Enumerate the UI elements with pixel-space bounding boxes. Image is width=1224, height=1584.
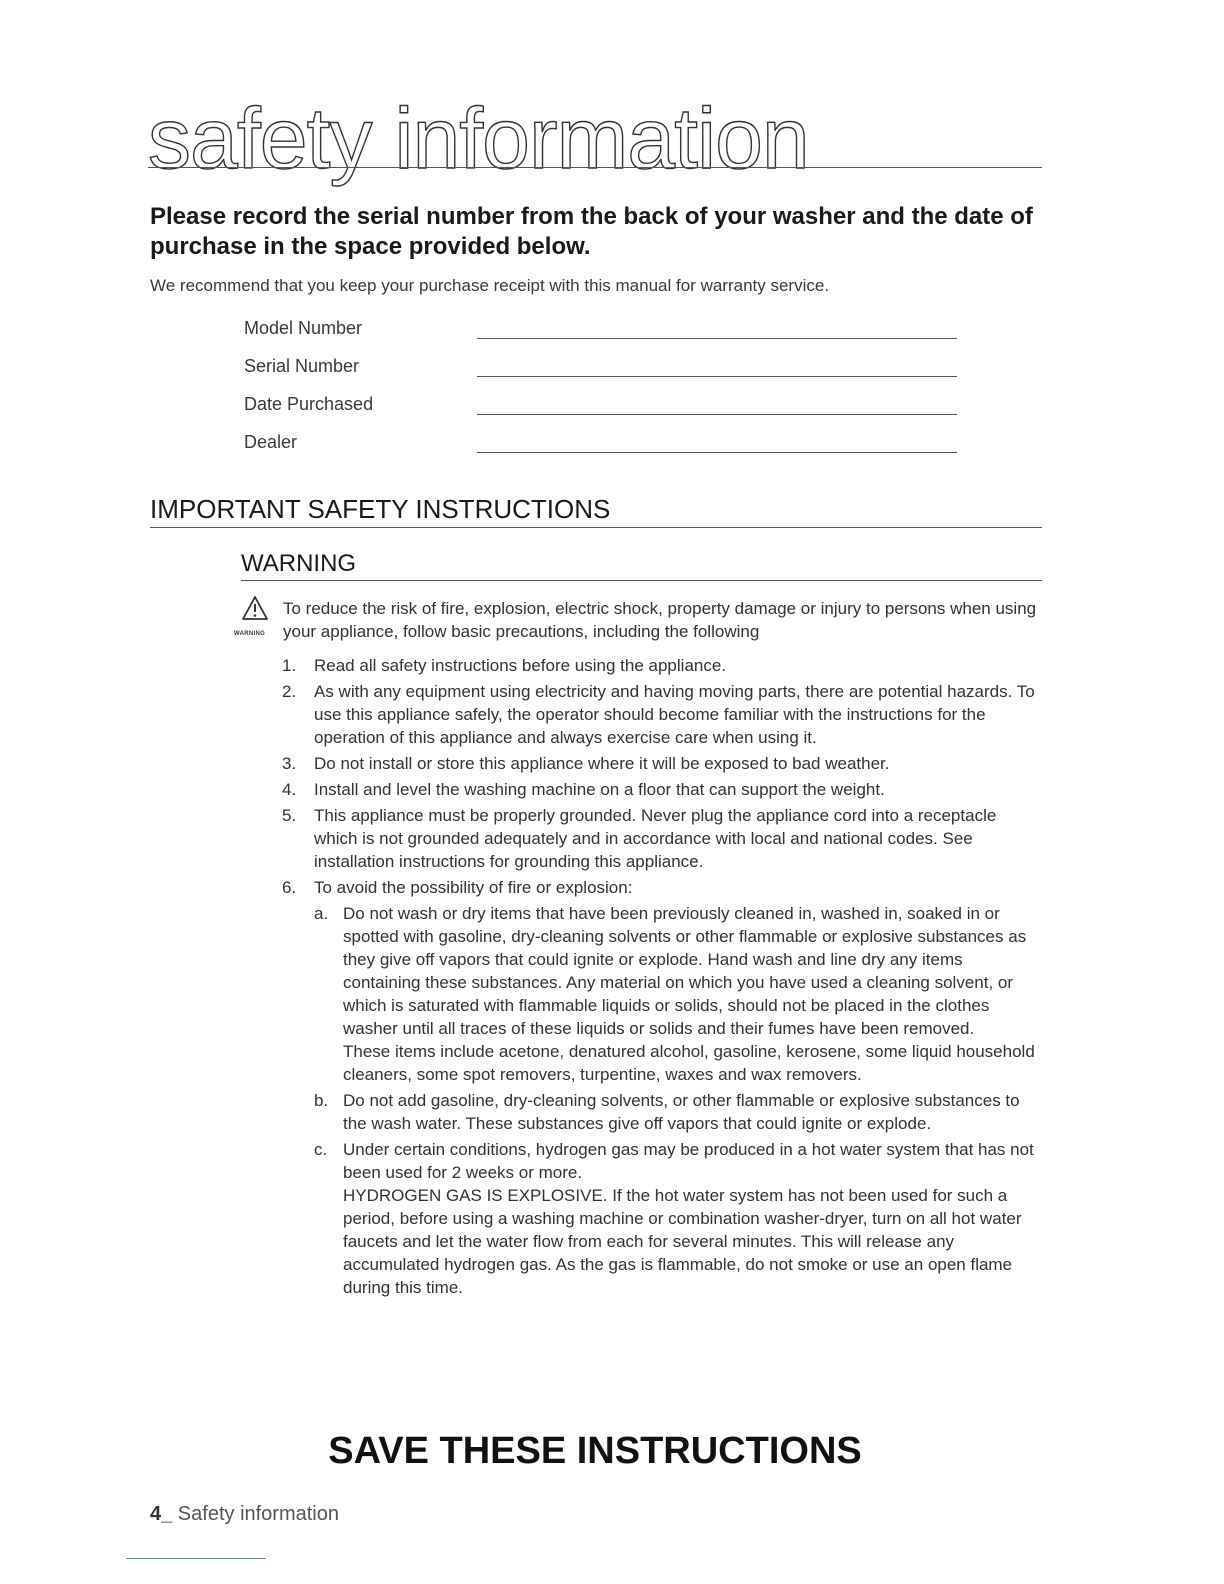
save-instructions-banner: SAVE THESE INSTRUCTIONS bbox=[328, 1430, 862, 1472]
form-label: Model Number bbox=[244, 318, 363, 338]
list-item bbox=[280, 876, 1044, 1299]
item-text: To avoid the possibility of fire or explosion: bbox=[314, 878, 633, 897]
form-label: Dealer bbox=[244, 432, 298, 452]
item-number: 2. bbox=[282, 682, 297, 701]
record-heading: Please record the serial number from the back of your washer and the date of purchase in the space provided below. bbox=[150, 203, 1033, 260]
sub-item-letter: c. bbox=[314, 1140, 328, 1159]
list-item bbox=[280, 778, 1044, 801]
sub-list bbox=[314, 902, 1044, 1299]
title-divider bbox=[148, 167, 1042, 168]
item-text: Read all safety instructions before using the appliance. bbox=[314, 656, 727, 675]
date-purchased-blank[interactable] bbox=[477, 414, 957, 415]
list-item bbox=[280, 804, 1044, 873]
warning-intro: To reduce the risk of fire, explosion, electric shock, property damage or injury to persons when using your appliance, follow basic precautions, including the following bbox=[283, 599, 1037, 641]
item-number: 3. bbox=[282, 754, 297, 773]
list-item bbox=[280, 752, 1044, 775]
sub-item-text: Do not wash or dry items that have been previously cleaned in, washed in, soaked in or spotted with gasoline, dry-cleaning solvents or other flammable or explosive substances as they give off vapors that could ignite or explode. Hand wash and line dry any items containing these substances. Any material on which you have used a cleaning solvent, or which is saturated with flammable liquids or solids, should not be placed in the clothes washer until all traces of these liquids or solids and their fumes have been removed. bbox=[343, 904, 1027, 1038]
item-text: Do not install or store this appliance where it will be exposed to bad weather. bbox=[314, 754, 890, 773]
sub-list-item bbox=[314, 1089, 1044, 1135]
item-text: Install and level the washing machine on a floor that can support the weight. bbox=[314, 780, 885, 799]
warning-triangle-icon bbox=[233, 596, 277, 640]
instruction-list bbox=[280, 654, 1044, 1302]
footer-section-name: Safety information bbox=[172, 1503, 339, 1525]
page-title: safety information bbox=[148, 91, 809, 187]
page-number: 4_ bbox=[150, 1503, 173, 1525]
form-row-dealer bbox=[244, 432, 958, 470]
item-number: 4. bbox=[282, 780, 297, 799]
dealer-blank[interactable] bbox=[477, 452, 957, 453]
record-note: We recommend that you keep your purchase receipt with this manual for warranty service. bbox=[150, 276, 830, 295]
sub-item-text: Do not add gasoline, dry-cleaning solvents, or other flammable or explosive substances to the wash water. These substances give off vapors that could ignite or explode. bbox=[343, 1091, 1020, 1133]
warning-heading: WARNING bbox=[241, 550, 1042, 581]
item-number: 5. bbox=[282, 806, 297, 825]
sub-item-text: Under certain conditions, hydrogen gas may be produced in a hot water system that has not been used for 2 weeks or more. bbox=[343, 1140, 1034, 1182]
item-text: As with any equipment using electricity and having moving parts, there are potential hazards. To use this appliance safely, the operator should become familiar with the instructions for the operation of this appliance and always exercise care when using it. bbox=[314, 682, 1035, 747]
item-number: 1. bbox=[282, 656, 297, 675]
page-footer bbox=[150, 1503, 339, 1526]
warning-icon-caption: WARNING bbox=[234, 631, 266, 637]
form-label: Serial Number bbox=[244, 356, 360, 376]
sub-item-letter: a. bbox=[314, 904, 329, 923]
form-row-date-purchased bbox=[244, 394, 958, 432]
form-row-serial-number bbox=[244, 356, 958, 394]
form-label: Date Purchased bbox=[244, 394, 374, 414]
sub-item-extra: These items include acetone, denatured alcohol, gasoline, kerosene, some liquid household cleaners, some spot removers, turpentine, waxes and wax removers. bbox=[343, 1042, 1035, 1084]
sub-list-item bbox=[314, 902, 1044, 1086]
warning-triangle-shape bbox=[242, 596, 268, 620]
item-text: This appliance must be properly grounded. Never plug the appliance cord into a receptacle which is not grounded adequately and in accordance with local and national codes. See installation instructions for grounding this appliance. bbox=[314, 806, 997, 871]
sub-list-item bbox=[314, 1138, 1044, 1299]
sub-item-letter: b. bbox=[314, 1091, 329, 1110]
serial-number-blank[interactable] bbox=[477, 376, 957, 377]
item-number: 6. bbox=[282, 878, 297, 897]
form-row-model-number bbox=[244, 318, 958, 356]
sub-item-extra: HYDROGEN GAS IS EXPLOSIVE. If the hot water system has not been used for such a period, before using a washing machine or combination washer-dryer, turn on all hot water faucets and let the water flow from each for several minutes. This will release any accumulated hydrogen gas. As the gas is flammable, do not smoke or use an open flame during this time. bbox=[343, 1186, 1022, 1297]
model-number-blank[interactable] bbox=[477, 338, 957, 339]
list-item bbox=[280, 680, 1044, 749]
section-heading: IMPORTANT SAFETY INSTRUCTIONS bbox=[150, 494, 1042, 528]
footer-divider bbox=[126, 1558, 266, 1559]
list-item bbox=[280, 654, 1044, 677]
